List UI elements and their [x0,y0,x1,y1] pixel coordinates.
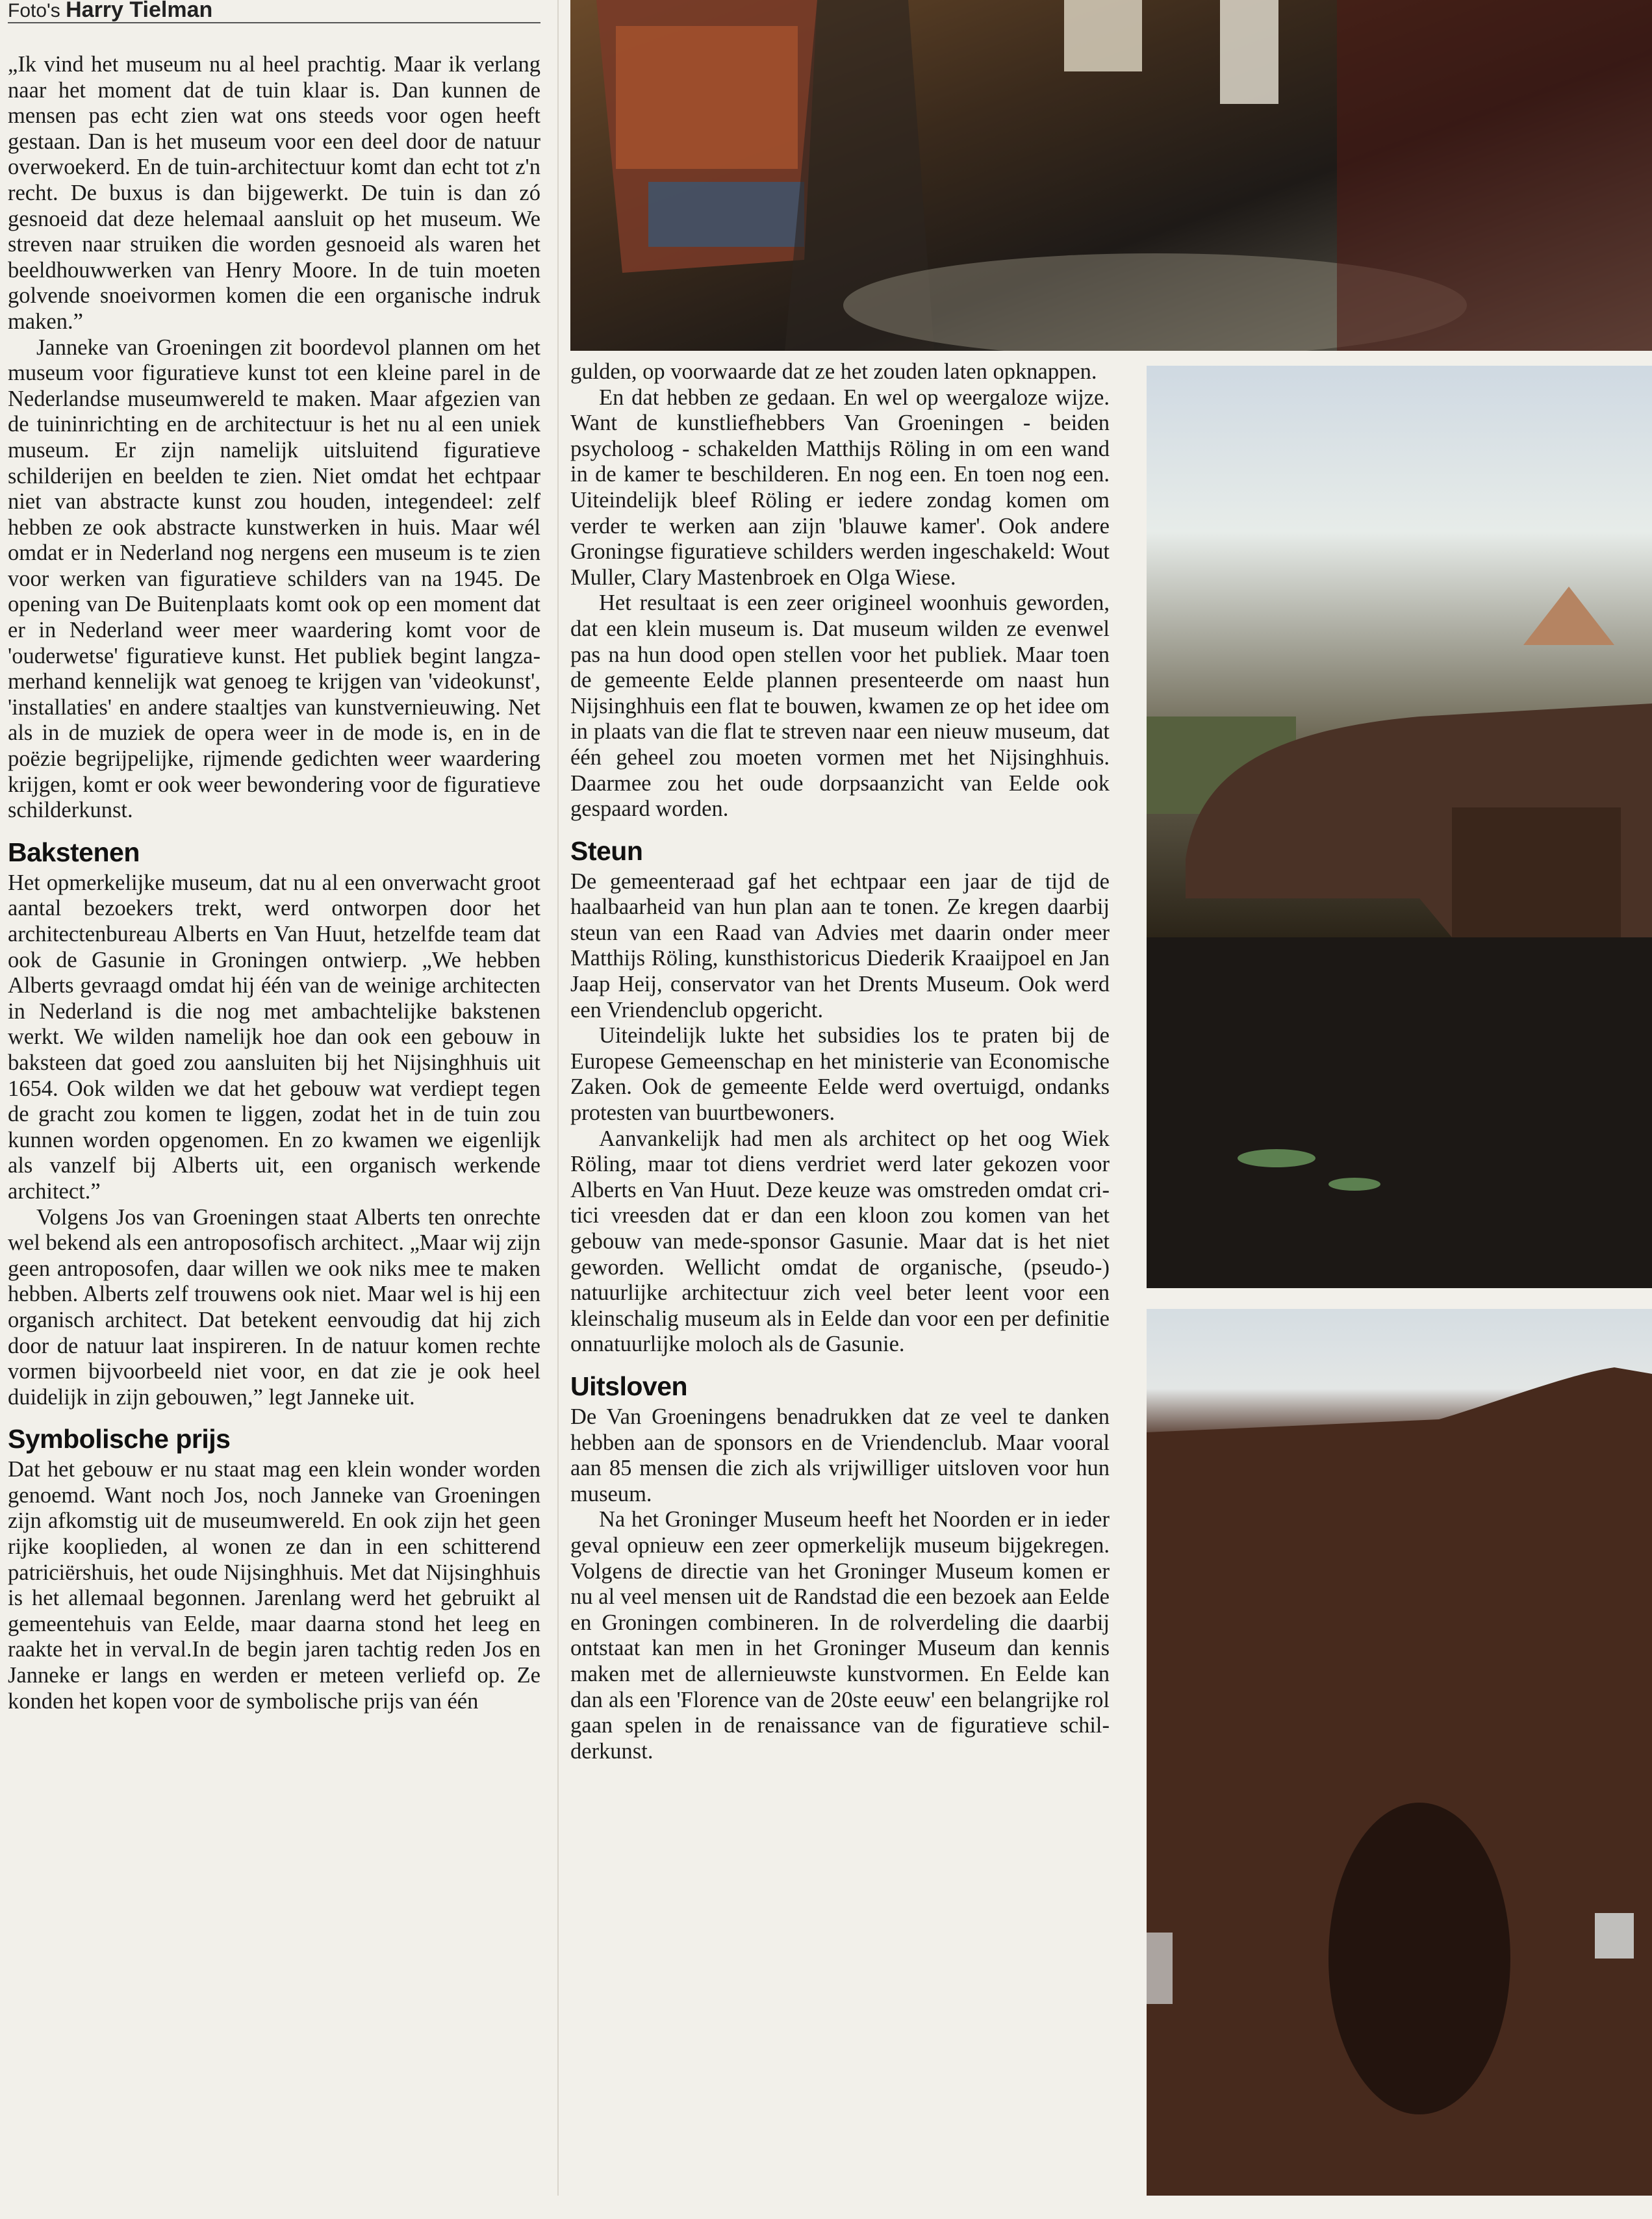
column-divider [557,0,559,2196]
photo-museum-brick-wall [1147,1309,1652,2196]
photo-museum-exterior-pond [1147,366,1652,1288]
paragraph: De Van Groeningens benadrukken dat ze veel te danken hebben aan de sponsors en de Vriendenclub. Maar vooral aan 85 mensen die zich als vrijwilliger uitsloven voor hun museum. [570,1404,1110,1506]
photo-museum-gallery-interior [570,0,1652,351]
paragraph: Het opmerkelijke museum, dat nu al een onverwacht groot aantal bezoekers trekt, werd ontworpen door het architectenbureau Alberts en Van Huut, hetzelfde team dat ook de Gasunie in Groningen ontwierp. „We hebben Alberts gevraagd omdat hij één van de weinige architecten in Nederland is die nog met ambachtelijke bakstenen werkt. We wilden namelijk hoe dan ook een gebouw in baksteen dat goed zou aansluiten bij het Nijsinghhuis uit 1654. Ook wilden we dat het gebouw wat verdiept tegen de gracht zou komen te liggen, zodat het in de tuin zou kunnen worden opgenomen. En zo kwamen we eigenlijk als vanzelf bij Alberts uit, een organisch werkende architect.” [8,870,540,1204]
exterior-illustration [1147,366,1652,1288]
photo-credit [8,0,540,23]
paragraph: Volgens Jos van Groeningen staat Alberts ten onrechte wel bekend als een antroposofisch architect. „Maar wij zijn geen antroposofen, daar willen we ook niks mee te maken hebben. Alberts zelf trouwens ook niet. Maar wel is hij een organisch architect. Dat betekent eenvoudig dat hij zich door de natuur laat inspireren. In de natuur komen rechte vormen bijvoorbeeld niet voor, en dat zie je ook heel duidelijk in zijn gebouwen,” legt Janneke uit. [8,1204,540,1410]
subheading-bakstenen: Bakstenen [8,837,140,867]
paragraph: Na het Groninger Museum heeft het Noorden er in ieder geval opnieuw een zeer opmerkelijk museum bijgekregen. Volgens de directie van het Groninger Museum komen er nu al veel mensen uit de Randstad die een bezoek aan Eelde en Groningen combineren. In de rolverdeling die daarbij ontstaat kan men in het Groninger Museum dan kennis maken met de allernieuwste kunstvormen. En Eelde kan dan als een 'Florence van de 20ste eeuw' een belangrijke rol gaan spelen in de renaissance van de figuratieve schilderkunst. [570,1507,1110,1764]
subheading-uitsloven: Uitsloven [570,1371,688,1401]
paragraph: De gemeenteraad gaf het echtpaar een jaar de tijd de haalbaarheid van hun plan aan te tonen. Ze kregen daarbij steun van een Raad van Advies met daarin onder meer Matthijs Röling, kunsthistoricus Diederik Kraaijpoel en Jan Jaap Heij, conservator van het Drents Museum. Ook werd een Vriendenclub opgericht. [570,869,1110,1022]
article-column-1 [8,0,540,1714]
photo-credit-name: Harry Tielman [66,0,213,22]
photo-credit-prefix: Foto's [8,0,60,21]
paragraph: Uiteindelijk lukte het subsidies los te praten bij de Europese Gemeenschap en het ministerie van Economische Zaken. Ook de gemeente Eelde werd overtuigd, ondanks protesten van buurtbewoners. [570,1023,1110,1126]
article-column-2 [570,359,1110,1764]
subheading-steun: Steun [570,835,643,866]
paragraph: gulden, op voorwaarde dat ze het zouden laten opknappen. [570,359,1097,384]
paragraph: „Ik vind het museum nu al heel prachtig. Maar ik verlang naar het moment dat de tuin klaar is. Dan kunnen de mensen pas echt zien wat ons steeds voor ogen heeft gestaan. Dan is het museum voor een deel door de natuur overwoekerd. En de tuin-architectuur komt dan echt tot z'n recht. De buxus is dan bijgewerkt. De tuin is dan zó gesnoeid dat deze helemaal aansluit op het museum. We streven naar struiken die worden gesnoeid als waren het beeldhouwwerken van Henry Moore. In de tuin moeten golvende snoeivormen komen die een organische indruk maken.” [8,52,540,334]
subheading-symbolische-prijs: Symbolische prijs [8,1424,231,1454]
gallery-illustration [570,0,1652,351]
paragraph: En dat hebben ze gedaan. En wel op weergaloze wijze. Want de kunstliefhebbers Van Groeningen - beiden psycholoog - schakelden Matthijs Röling in om een wand in de kamer te beschilderen. En nog een. En toen nog een. Uiteindelijk bleef Röling er iedere zondag komen om verder te werken aan zijn 'blauwe kamer'. Ook andere Groningse figuratieve schilders werden ingeschakeld: Wout Muller, Clary Mastenbroek en Olga Wiese. [570,385,1110,590]
wall-illustration [1147,1309,1652,2196]
paragraph: Aanvankelijk had men als architect op het oog Wiek Röling, maar tot diens verdriet werd later gekozen voor Alberts en Van Huut. Deze keuze was omstreden omdat critici vreesden dat er dan een kloon zou komen van het gebouw van mede-sponsor Gasunie. Maar dat is het niet geworden. Wellicht omdat de organische, (pseudo-) natuurlijke architectuur zich veel beter leent voor een kleinschalig museum als in Eelde dan voor een per definitie onnatuurlijke moloch als de Gasunie. [570,1126,1110,1357]
paragraph: Het resultaat is een zeer origineel woonhuis geworden, dat een klein museum is. Dat museum wilden ze evenwel pas na hun dood open stellen voor het publiek. Maar toen de gemeente Eelde plannen presenteerde om naast hun Nijsinghhuis een flat te bouwen, kwamen ze op het idee om in plaats van die flat te streven naar een nieuw museum, dat één geheel zou moeten vormen met het Nijsinghhuis. Daarmee zou het oude dorpsaanzicht van Eelde ook gespaard worden. [570,590,1110,822]
paragraph: Janneke van Groeningen zit boordevol plannen om het museum voor figuratieve kunst tot een kleine parel in de Nederlandse museumwereld te maken. Maar afgezien van de tuininrichting en de architectuur is het nu al een uniek museum. Er zijn namelijk uitsluitend figuratieve schilderijen en beelden te zien. Niet omdat het echtpaar niet van abstracte kunst zou houden, integendeel: zelf hebben ze ook abstracte kunstwerken in huis. Maar wél omdat er in Nederland nog nergens een museum is te zien voor werken van figuratieve schilders van na 1945. De opening van De Buitenplaats komt ook op een moment dat er in Nederland weer meer waardering komt voor de 'ouderwetse' figuratieve kunst. Het publiek begint langzamerhand kennelijk wat genoeg te krijgen van 'videokunst', 'installaties' en andere staaltjes van kunstvernieuwing. Net als in de muziek de opera weer in de mode is, en in de poëzie begrijpelijke, rijmende gedichten weer waardering krijgen, komt er ook weer bewondering voor de figuratieve schilderkunst. [8,335,540,823]
paragraph: Dat het gebouw er nu staat mag een klein wonder worden genoemd. Want noch Jos, noch Janneke van Groeningen zijn afkomstig uit de museumwereld. En ook zijn het geen rijke kooplieden, al wonen ze dan in een schitterend patriciërshuis, het oude Nijsinghhuis. Met dat Nijsinghhuis is het allemaal begonnen. Jarenlang werd het gebruikt al gemeentehuis van Eelde, maar daarna stond het leeg en raakte het in verval.In de begin jaren tachtig reden Jos en Janneke er langs en werden er meteen verliefd op. Ze konden het kopen voor de symbolische prijs van één [8,1457,540,1714]
